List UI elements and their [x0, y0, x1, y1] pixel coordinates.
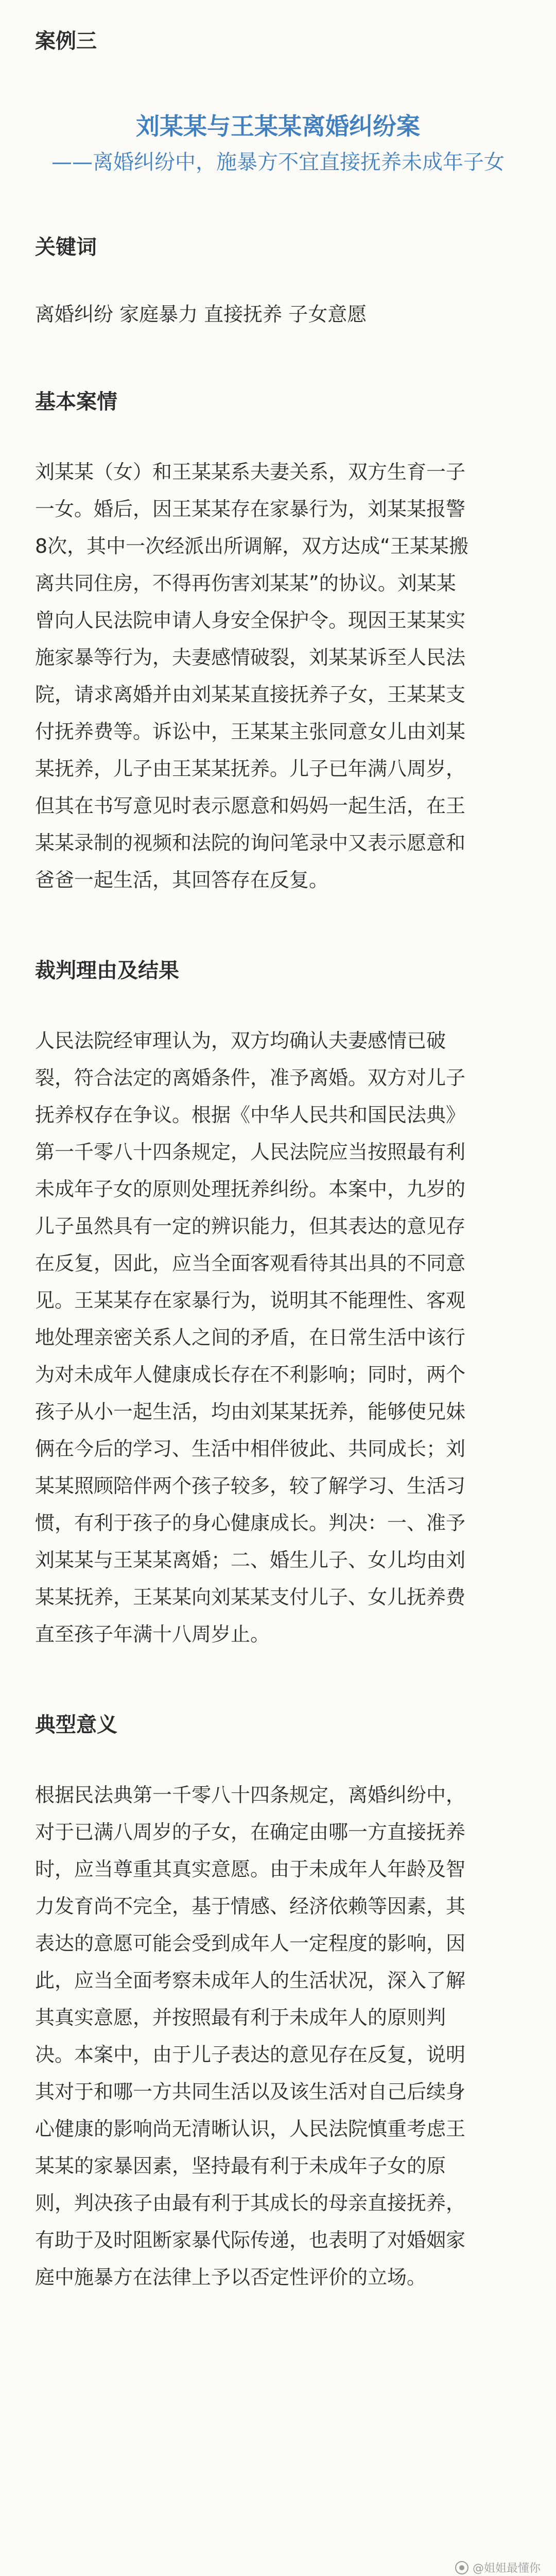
significance-heading: 典型意义 — [35, 1713, 117, 1737]
paragraph-line: 庭中施暴方在法律上予以否定性评价的立场。 — [35, 2266, 427, 2289]
paragraph-line: 则，判决孩子由最有利于其成长的母亲直接抚养， — [35, 2192, 466, 2214]
paragraph-line: 地处理亲密关系人之间的矛盾，在日常生活中该行 — [35, 1326, 466, 1349]
paragraph-line: 未成年子女的原则处理抚养纠纷。本案中，九岁的 — [35, 1178, 466, 1200]
paragraph-line: 8次，其中一次经派出所调解，双方达成“王某某搬 — [35, 535, 468, 557]
paragraph-line: 有助于及时阻断家暴代际传递，也表明了对婚姻家 — [35, 2229, 466, 2251]
paragraph-line: 施家暴等行为，夫妻感情破裂，刘某某诉至人民法 — [35, 646, 466, 669]
case-title: 刘某某与王某某离婚纠纷案 — [136, 112, 420, 140]
paragraph-line: 某某照顾陪伴两个孩子较多，较了解学习、生活习 — [35, 1475, 466, 1497]
paragraph-line: 在反复，因此，应当全面客观看待其出具的不同意 — [35, 1252, 466, 1275]
paragraph-line: 某某录制的视频和法院的询问笔录中又表示愿意和 — [35, 832, 466, 854]
case-label: 案例三 — [35, 29, 97, 53]
paragraph-line: 刘某某（女）和王某某系夫妻关系，双方生育一子 — [35, 461, 466, 483]
paragraph-line: 曾向人民法院申请人身安全保护令。现因王某某实 — [35, 609, 466, 632]
paragraph-line: 时，应当尊重其真实意愿。由于未成年人年龄及智 — [35, 1858, 466, 1880]
significance-paragraph — [35, 1776, 521, 2296]
paragraph-line: 某抚养，儿子由王某某抚养。儿子已年满八周岁， — [35, 757, 466, 780]
keywords-heading: 关键词 — [35, 235, 97, 259]
paragraph-line: 俩在今后的学习、生活中相伴彼此、共同成长；刘 — [35, 1437, 466, 1460]
watermark-text: @姐姐最懂你 — [472, 2562, 541, 2575]
paragraph-line: 人民法院经审理认为，双方均确认夫妻感情已破 — [35, 1029, 446, 1052]
paragraph-line: 付抚养费等。诉讼中，王某某主张同意女儿由刘某 — [35, 720, 466, 743]
paragraph-line: 某某抚养，王某某向刘某某支付儿子、女儿抚养费 — [35, 1586, 466, 1608]
paragraph-line: 一女。婚后，因王某某存在家暴行为，刘某某报警 — [35, 498, 466, 520]
paragraph-line: 第一千零八十四条规定，人民法院应当按照最有利 — [35, 1141, 466, 1163]
paragraph-line: 院，请求离婚并由刘某某直接抚养子女，王某某支 — [35, 683, 466, 706]
paragraph-line: 为对未成年人健康成长存在不利影响；同时，两个 — [35, 1363, 466, 1386]
paragraph-line: 心健康的影响尚无清晰认识，人民法院慎重考虑王 — [35, 2117, 466, 2140]
paragraph-line: 决。本案中，由于儿子表达的意见存在反复，说明 — [35, 2043, 466, 2066]
paragraph-line: 刘某某与王某某离婚；二、婚生儿子、女儿均由刘 — [35, 1549, 466, 1571]
facts-heading: 基本案情 — [35, 390, 117, 414]
paragraph-line: 但其在书写意见时表示愿意和妈妈一起生活，在王 — [35, 794, 466, 817]
watermark — [455, 2560, 541, 2575]
paragraph-line: 惯，有利于孩子的身心健康成长。判决：一、准予 — [35, 1512, 466, 1534]
paragraph-line: 其对于和哪一方共同生活以及该生活对自己后续身 — [35, 2080, 466, 2103]
paragraph-line: 某某的家暴因素，坚持最有利于未成年子女的原 — [35, 2155, 446, 2177]
reasoning-paragraph — [35, 1022, 521, 1653]
weibo-eye-icon — [455, 2561, 468, 2574]
paragraph-line: 其真实意愿，并按照最有利于未成年人的原则判 — [35, 2006, 446, 2029]
paragraph-line: 对于已满八周岁的子女，在确定由哪一方直接抚养 — [35, 1821, 466, 1843]
paragraph-line: 此，应当全面考察未成年人的生活状况，深入了解 — [35, 1969, 466, 1992]
paragraph-line: 儿子虽然具有一定的辨识能力，但其表达的意见存 — [35, 1215, 466, 1238]
paragraph-line: 力发育尚不完全，基于情感、经济依赖等因素，其 — [35, 1895, 466, 1918]
paragraph-line: 孩子从小一起生活，均由刘某某抚养，能够使兄妹 — [35, 1400, 466, 1423]
paragraph-line: 抚养权存在争议。根据《中华人民共和国民法典》 — [35, 1104, 466, 1126]
paragraph-line: 表达的意愿可能会受到成年人一定程度的影响，因 — [35, 1932, 466, 1955]
paragraph-line: 离共同住房，不得再伤害刘某某”的协议。刘某某 — [35, 572, 456, 595]
reasoning-heading: 裁判理由及结果 — [35, 959, 179, 982]
facts-paragraph — [35, 453, 521, 899]
case-subtitle: ——离婚纠纷中，施暴方不宜直接抚养未成年子女 — [51, 150, 505, 174]
paragraph-line: 爸爸一起生活，其回答存在反复。 — [35, 869, 329, 891]
keywords-text: 离婚纠纷 家庭暴力 直接抚养 子女意愿 — [35, 303, 367, 326]
paragraph-line: 直至孩子年满十八周岁止。 — [35, 1623, 270, 1646]
paragraph-line: 裂，符合法定的离婚条件，准予离婚。双方对儿子 — [35, 1066, 466, 1089]
paragraph-line: 见。王某某存在家暴行为，说明其不能理性、客观 — [35, 1289, 466, 1312]
paragraph-line: 根据民法典第一千零八十四条规定，离婚纠纷中， — [35, 1784, 466, 1806]
